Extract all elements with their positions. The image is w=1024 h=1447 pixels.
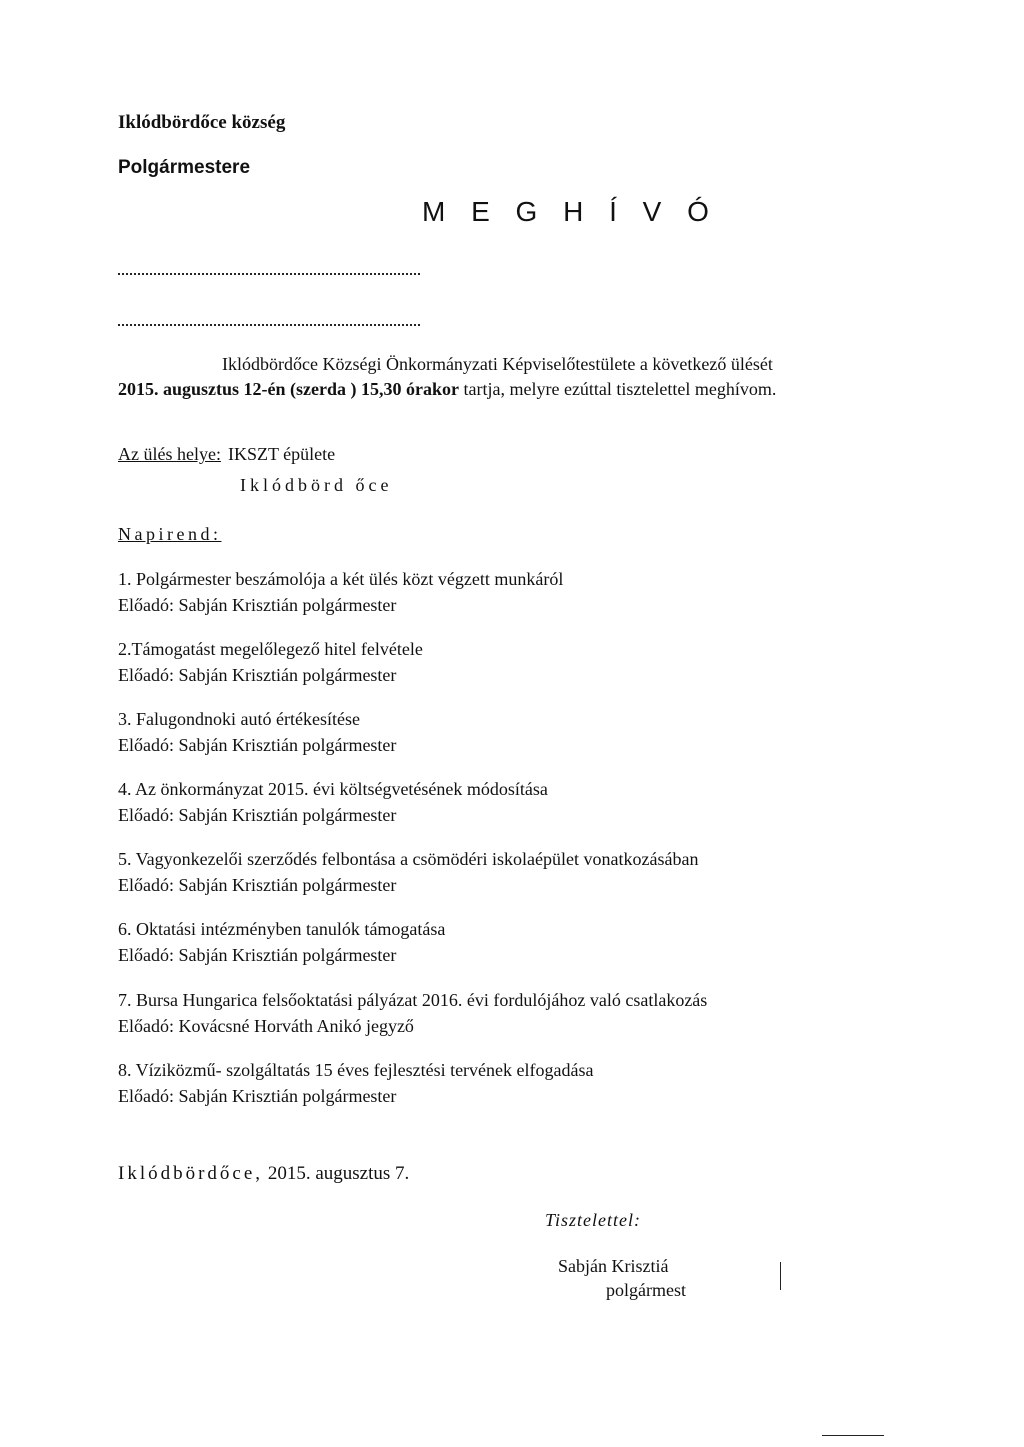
agenda-item-presenter: Előadó: Sabján Krisztián polgármester xyxy=(118,945,397,965)
agenda-item-presenter: Előadó: Sabján Krisztián polgármester xyxy=(118,735,397,755)
agenda-item-presenter: Előadó: Sabján Krisztián polgármester xyxy=(118,595,397,615)
agenda-item-presenter: Előadó: Kovácsné Horváth Anikó jegyző xyxy=(118,1016,414,1036)
intro-line-1: Iklódbördőce Községi Önkormányzati Képviselőtestülete a következő ülését xyxy=(222,354,773,374)
agenda-item-title: 1. Polgármester beszámolója a két ülés közt végzett munkáról xyxy=(118,569,564,589)
issuer-municipality: Iklódbördőce község xyxy=(118,112,286,133)
signer-name: Sabján Krisztiá xyxy=(558,1256,669,1276)
venue-value: IKSZT épülete xyxy=(228,444,336,464)
agenda-item-title: 3. Falugondnoki autó értékesítése xyxy=(118,709,360,729)
agenda-item xyxy=(118,846,698,898)
intro-line-2-rest: tartja, melyre ezúttal tisztelettel meghívom. xyxy=(463,379,777,399)
venue-label: Az ülés helye: xyxy=(118,444,221,464)
agenda-item-presenter: Előadó: Sabján Krisztián polgármester xyxy=(118,805,397,825)
intro-line-2 xyxy=(118,379,776,400)
document-title: M E G H Í V Ó xyxy=(422,196,718,227)
closing-place: Iklódbördőce, xyxy=(118,1163,264,1184)
agenda-item xyxy=(118,776,548,828)
venue-place: Iklódbörd őce xyxy=(240,475,393,495)
agenda-item xyxy=(118,566,563,618)
regards-label: Tisztelettel: xyxy=(545,1210,641,1230)
signer-title: polgármest xyxy=(606,1280,686,1300)
agenda-item-title: 4. Az önkormányzat 2015. évi költségvetésének módosítása xyxy=(118,779,548,799)
agenda-item xyxy=(118,706,396,758)
agenda-item-presenter: Előadó: Sabján Krisztián polgármester xyxy=(118,875,397,895)
closing-place-date xyxy=(118,1163,409,1185)
agenda-item xyxy=(118,987,707,1039)
agenda-item xyxy=(118,636,423,688)
agenda-item-title: 5. Vagyonkezelői szerződés felbontása a csömödéri iskolaépület vonatkozásában xyxy=(118,849,699,869)
dotted-divider xyxy=(118,324,420,326)
issuer-office: Polgármestere xyxy=(118,157,251,178)
agenda-item-title: 7. Bursa Hungarica felsőoktatási pályázat 2016. évi fordulójához való csatlakozás xyxy=(118,990,708,1010)
agenda-item-title: 8. Víziközmű- szolgáltatás 15 éves fejlesztési tervének elfogadása xyxy=(118,1060,594,1080)
agenda-item-title: 6. Oktatási intézményben tanulók támogatása xyxy=(118,919,446,939)
footer-rule xyxy=(822,1435,884,1436)
meeting-time: (szerda ) 15,30 órakor xyxy=(290,379,459,399)
closing-date: 2015. augusztus 7. xyxy=(267,1163,410,1184)
agenda-item-title: 2.Támogatást megelőlegező hitel felvétele xyxy=(118,639,423,659)
signature-rule xyxy=(780,1262,781,1290)
agenda-item-presenter: Előadó: Sabján Krisztián polgármester xyxy=(118,1086,397,1106)
agenda-item xyxy=(118,916,445,968)
agenda-heading: Napirend: xyxy=(118,524,222,544)
meeting-date: 2015. augusztus 12-én xyxy=(118,379,286,399)
agenda-item-presenter: Előadó: Sabján Krisztián polgármester xyxy=(118,665,397,685)
dotted-divider xyxy=(118,273,420,275)
agenda-item xyxy=(118,1057,594,1109)
